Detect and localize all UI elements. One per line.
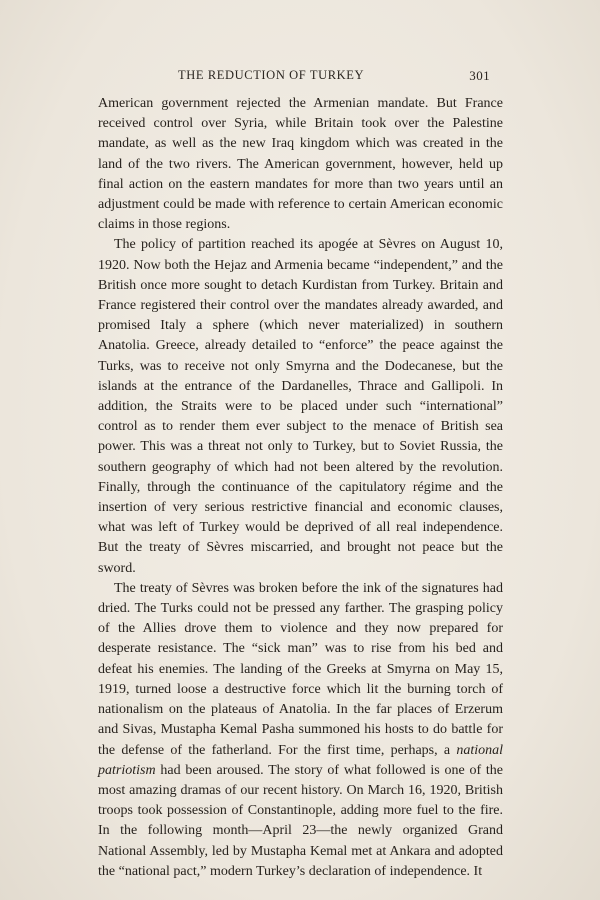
page-number: 301 (469, 68, 490, 83)
emphasized-phrase: national patriotism (98, 742, 503, 778)
paragraph-sevres-partition: The policy of partition reached its apogée at Sèvres on August 10, 1920. Now both the Hejaz and Armenia became “independent,” and the British once more sought to detach Kurdistan from Turkey. Britain and France registered their control over the mandates already awarded, and promised Italy a sphere (which never materialized) in southern Anatolia. Greece, already detailed to “enforce” the peace against the Turks, was to receive not only Smyrna and the Dodecanese, but the islands at the entrance of the Dardanelles, Thrace and Gallipoli. In addition, the Straits were to be placed under such “international” control as to render them ever subject to the menace of British sea power. This was a threat not only to Turkey, but to Soviet Russia, the southern geography of which had not been altered by the revolution. Finally, through the continuance of the capitulatory régime and the insertion of very serious restrictive financial and economic clauses, what was left of Turkey would be deprived of all real independence. But the treaty of Sèvres miscarried, and brought not peace but the sword. (98, 237, 503, 576)
paragraph-continuation: American government rejected the Armenian mandate. But France received control over Syria, while Britain took over the Palestine mandate, as well as the new Iraq kingdom which was created in the land of the two rivers. The American government, however, held up final action on the eastern mandates for more than two years until an adjustment could be made with reference to certain American economic claims in those regions. (98, 96, 503, 233)
paragraph-treaty-broken (98, 579, 503, 882)
paragraph-text-start: The treaty of Sèvres was broken before the ink of the signatures had dried. The Turks could not be pressed any farther. The grasping policy of the Allies drove them to violence and they now prepared for desperate resistance. The “sick man” was to rise from his bed and defeat his enemies. The landing of the Greeks at Smyrna on May 15, 1919, turned loose a destructive force which lit the burning torch of nationalism on the plateaus of Anatolia. In the far places of Erzerum and Sivas, Mustapha Kemal Pasha summoned his hosts to do battle for the defense of the fatherland. For the first time, perhaps, a (98, 580, 503, 758)
page-header (178, 68, 490, 88)
body-text (98, 94, 503, 882)
running-title: THE REDUCTION OF TURKEY (178, 68, 365, 82)
paragraph-text-end: had been aroused. The story of what followed is one of the most amazing dramas of our recent history. On March 16, 1920, British troops took possession of Constantinople, adding more fuel to the fire. In the following month—April 23—the newly organized Grand National Assembly, led by Mustapha Kemal met at Ankara and adopted the “national pact,” modern Turkey’s declaration of independence. It (98, 762, 503, 879)
